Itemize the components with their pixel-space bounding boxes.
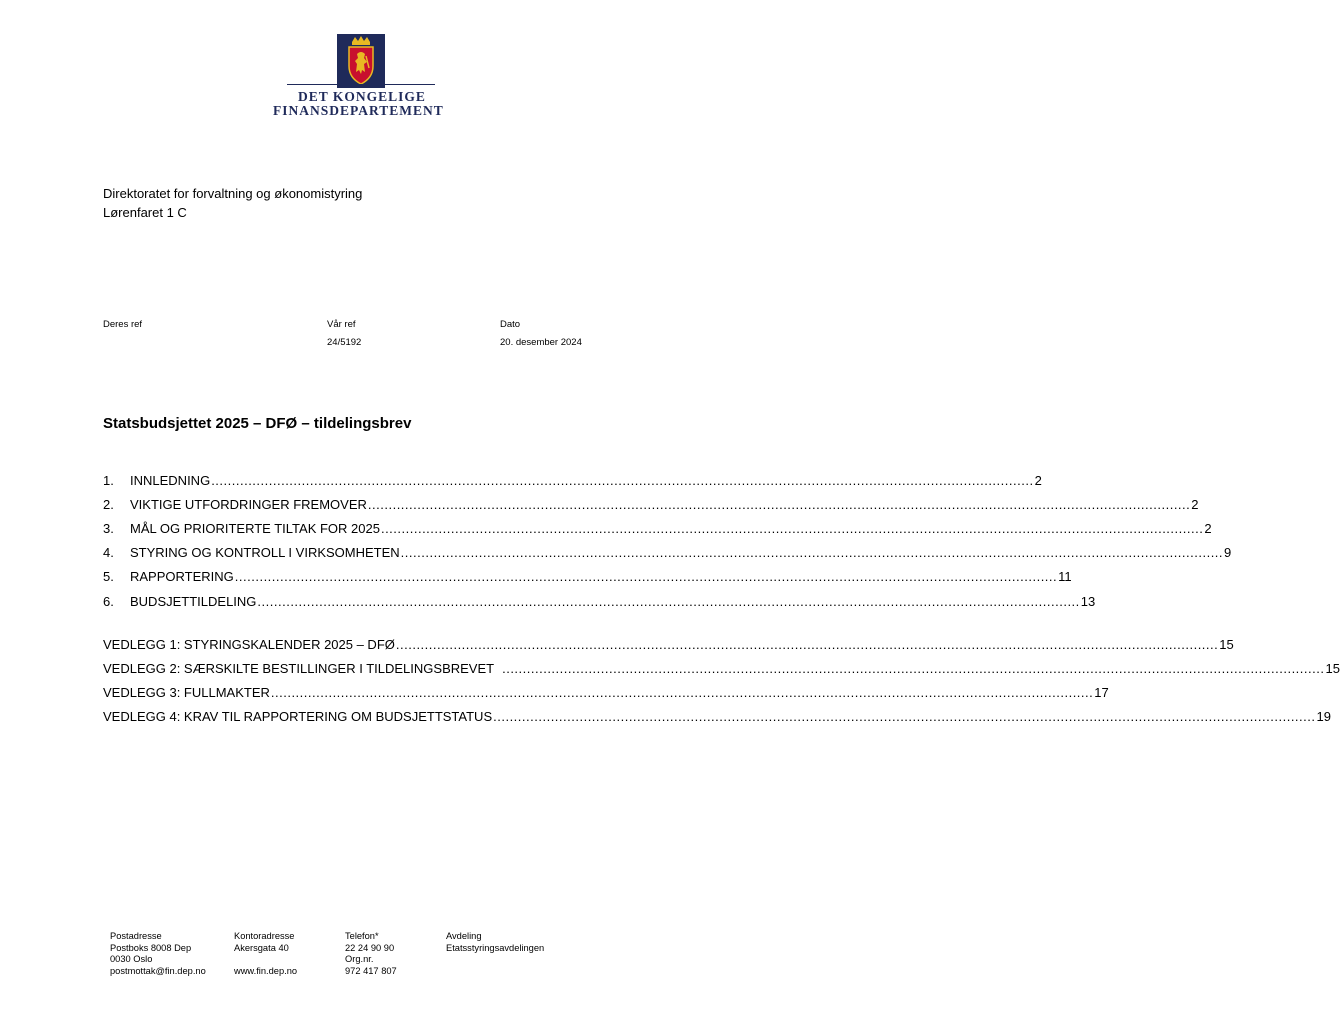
toc-leader: ........................................................................................................................................................................................................ <box>400 545 1224 560</box>
toc-label: BUDSJETTILDELING <box>130 594 257 609</box>
toc-entry[interactable] <box>103 521 1212 539</box>
footer-orgnr-label: Org.nr. <box>345 954 374 964</box>
logo-rule-top <box>287 84 435 85</box>
toc-page: 2 <box>1204 521 1212 536</box>
footer-department-column <box>446 931 544 954</box>
toc-label: MÅL OG PRIORITERTE TILTAK FOR 2025 <box>130 521 380 536</box>
appendix-label: VEDLEGG 3: FULLMAKTER <box>103 685 270 700</box>
footer-postal-city: 0030 Oslo <box>110 954 153 964</box>
toc-entry[interactable] <box>103 545 1232 563</box>
deres-ref-label: Deres ref <box>103 319 143 330</box>
toc-number: 3. <box>103 521 114 536</box>
footer-email-link[interactable]: postmottak@fin.dep.no <box>110 965 206 976</box>
toc-page: 11 <box>1058 569 1072 584</box>
footer-orgnr-value: 972 417 807 <box>345 965 397 976</box>
footer-website-link[interactable]: www.fin.dep.no <box>234 965 298 976</box>
recipient-name: Direktoratet for forvaltning og økonomistyring <box>103 186 363 201</box>
toc-number: 4. <box>103 545 114 560</box>
toc-entry[interactable] <box>103 497 1199 515</box>
toc-leader: ........................................................................................................................................................................................................ <box>211 473 1034 488</box>
toc-label: INNLEDNING <box>130 473 211 488</box>
appendix-page: 19 <box>1316 709 1331 724</box>
toc-entry[interactable] <box>103 569 1072 587</box>
appendix-page: 15 <box>1219 637 1234 652</box>
toc-number: 2. <box>103 497 114 512</box>
dato-label: Dato <box>500 319 521 330</box>
toc-label: RAPPORTERING <box>130 569 234 584</box>
var-ref-label: Vår ref <box>327 319 356 330</box>
toc-entry[interactable] <box>103 594 1096 612</box>
toc-leader: ........................................................................................................................................................................................................ <box>234 569 1058 584</box>
toc-page: 2 <box>1191 497 1199 512</box>
footer-postal-box: Postboks 8008 Dep <box>110 942 192 953</box>
toc-leader: ........................................................................................................................................................................................................ <box>380 521 1204 536</box>
recipient-address: Lørenfaret 1 C <box>103 205 187 220</box>
toc-leader: ........................................................................................................................................................................................................ <box>367 497 1191 512</box>
footer-postal-label: Postadresse <box>110 931 162 941</box>
toc-entry[interactable] <box>103 473 1042 491</box>
appendix-entry[interactable] <box>103 661 1340 679</box>
logo-text-line2: FINANSDEPARTEMENT <box>273 103 444 118</box>
footer-office-label: Kontoradresse <box>234 931 295 941</box>
footer-postal-column <box>110 931 206 977</box>
dato-value: 20. desember 2024 <box>500 337 582 348</box>
var-ref-value: 24/5192 <box>327 337 362 348</box>
toc-label: VIKTIGE UTFORDRINGER FREMOVER <box>130 497 367 512</box>
toc-leader: ........................................................................................................................................................................................................ <box>270 685 1094 700</box>
footer-phone-label: Telefon* <box>345 931 379 941</box>
appendix-entry[interactable] <box>103 637 1234 655</box>
footer-phone-column <box>345 931 397 977</box>
toc-number: 6. <box>103 594 114 609</box>
toc-number: 5. <box>103 569 114 584</box>
toc-leader: ........................................................................................................................................................................................................ <box>257 594 1080 609</box>
footer-department-name: Etatsstyringsavdelingen <box>446 942 545 953</box>
appendix-entry[interactable] <box>103 709 1331 727</box>
toc-number: 1. <box>103 473 114 488</box>
coat-of-arms-logo <box>337 34 385 88</box>
footer-phone-number: 22 24 90 90 <box>345 942 395 953</box>
appendix-label: VEDLEGG 4: KRAV TIL RAPPORTERING OM BUDSJETTSTATUS <box>103 709 493 724</box>
document-title: Statsbudsjettet 2025 – DFØ – tildelingsbrev <box>103 415 412 432</box>
footer-office-street: Akersgata 40 <box>234 942 289 953</box>
appendix-page: 17 <box>1094 685 1109 700</box>
toc-leader: ........................................................................................................................................................................................................ <box>502 661 1325 676</box>
toc-page: 2 <box>1034 473 1042 488</box>
appendix-entry[interactable] <box>103 685 1109 703</box>
logo-text-line1: DET KONGELIGE <box>298 89 426 104</box>
appendix-page: 15 <box>1325 661 1340 676</box>
appendix-label: VEDLEGG 2: SÆRSKILTE BESTILLINGER I TILDELINGSBREVET <box>103 661 495 676</box>
toc-leader: ........................................................................................................................................................................................................ <box>395 637 1219 652</box>
footer-office-blank <box>234 954 297 966</box>
toc-leader: ........................................................................................................................................................................................................ <box>493 709 1316 724</box>
footer-department-label: Avdeling <box>446 931 482 941</box>
toc-page: 9 <box>1224 545 1232 560</box>
toc-label: STYRING OG KONTROLL I VIRKSOMHETEN <box>130 545 400 560</box>
footer-office-column <box>234 931 297 977</box>
appendix-label: VEDLEGG 1: STYRINGSKALENDER 2025 – DFØ <box>103 637 395 652</box>
toc-page: 13 <box>1080 594 1096 609</box>
